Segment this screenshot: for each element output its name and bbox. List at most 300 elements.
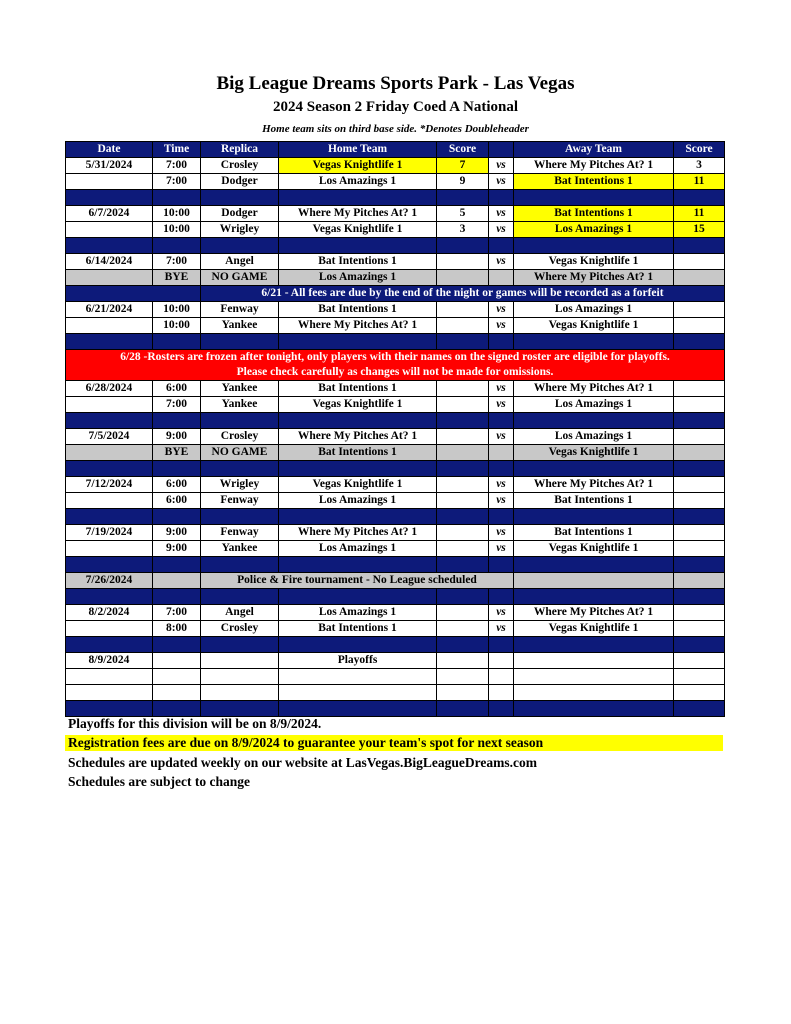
- separator-cell: [279, 190, 437, 206]
- date-cell: 7/5/2024: [66, 429, 153, 445]
- separator-cell: [514, 701, 674, 717]
- time-cell: [153, 653, 201, 669]
- replica-field-cell: [201, 685, 279, 701]
- home-score-cell: [437, 669, 489, 685]
- fee-notice-text: 6/21 - All fees are due by the end of the night or games will be recorded as a forfeit: [201, 286, 725, 302]
- time-cell: BYE: [153, 270, 201, 286]
- separator-cell: [66, 190, 153, 206]
- away-team-cell: [514, 669, 674, 685]
- separator-cell: [66, 334, 153, 350]
- separator-cell: [437, 509, 489, 525]
- vs-cell: vs: [489, 621, 514, 637]
- separator-cell: [201, 461, 279, 477]
- home-score-cell: [437, 381, 489, 397]
- roster-notice-line1: 6/28 -Rosters are frozen after tonight, only players with their names on the signed roster are eligible for playoffs.: [120, 351, 670, 363]
- vs-cell: vs: [489, 158, 514, 174]
- away-score-cell: 3: [674, 158, 725, 174]
- separator-cell: [279, 413, 437, 429]
- away-team-cell: Where My Pitches At? 1: [514, 270, 674, 286]
- separator-row: [66, 637, 725, 653]
- vs-cell: [489, 685, 514, 701]
- separator-cell: [437, 190, 489, 206]
- separator-cell: [153, 637, 201, 653]
- date-cell: [66, 174, 153, 190]
- date-cell: 6/14/2024: [66, 254, 153, 270]
- replica-field-cell: Dodger: [201, 174, 279, 190]
- separator-row: [66, 557, 725, 573]
- separator-cell: [489, 190, 514, 206]
- home-team-cell: [279, 669, 437, 685]
- home-score-cell: 5: [437, 206, 489, 222]
- time-cell: [153, 573, 201, 589]
- col-date-header: Date: [66, 142, 153, 158]
- vs-cell: [489, 669, 514, 685]
- schedule-table: [65, 141, 725, 717]
- vs-cell: vs: [489, 222, 514, 238]
- replica-field-cell: Crosley: [201, 621, 279, 637]
- col-away-team-header: Away Team: [514, 142, 674, 158]
- away-team-cell: Vegas Knightlife 1: [514, 254, 674, 270]
- separator-cell: [153, 589, 201, 605]
- home-team-cell: Los Amazings 1: [279, 605, 437, 621]
- replica-field-cell: Fenway: [201, 525, 279, 541]
- away-score-cell: [674, 302, 725, 318]
- time-cell: 10:00: [153, 302, 201, 318]
- registration-note: Registration fees are due on 8/9/2024 to guarantee your team's spot for next season: [65, 735, 723, 751]
- time-cell: 7:00: [153, 605, 201, 621]
- home-score-cell: [437, 605, 489, 621]
- col-home-team-header: Home Team: [279, 142, 437, 158]
- time-cell: 10:00: [153, 206, 201, 222]
- away-score-cell: [674, 270, 725, 286]
- home-score-cell: [437, 621, 489, 637]
- separator-row: [66, 334, 725, 350]
- home-team-cell: Bat Intentions 1: [279, 254, 437, 270]
- separator-cell: [514, 637, 674, 653]
- time-cell: BYE: [153, 445, 201, 461]
- home-score-cell: [437, 493, 489, 509]
- separator-cell: [279, 589, 437, 605]
- separator-cell: [279, 509, 437, 525]
- separator-cell: [201, 334, 279, 350]
- time-cell: 9:00: [153, 429, 201, 445]
- separator-cell: [437, 334, 489, 350]
- away-score-cell: [674, 445, 725, 461]
- away-score-cell: [674, 318, 725, 334]
- date-cell: [66, 270, 153, 286]
- away-team-cell: Where My Pitches At? 1: [514, 605, 674, 621]
- replica-field-cell: [201, 669, 279, 685]
- replica-field-cell: Yankee: [201, 381, 279, 397]
- date-cell: [66, 541, 153, 557]
- home-team-cell: Where My Pitches At? 1: [279, 318, 437, 334]
- roster-notice-line2: Please check carefully as changes will not be made for omissions.: [236, 366, 554, 378]
- home-score-cell: [437, 429, 489, 445]
- vs-cell: vs: [489, 397, 514, 413]
- home-team-cell: Playoffs: [279, 653, 437, 669]
- separator-cell: [153, 557, 201, 573]
- date-cell: [66, 222, 153, 238]
- separator-cell: [674, 509, 725, 525]
- home-score-cell: [437, 445, 489, 461]
- home-team-cell: Bat Intentions 1: [279, 621, 437, 637]
- home-score-cell: 3: [437, 222, 489, 238]
- date-cell: 6/7/2024: [66, 206, 153, 222]
- game-row: [66, 525, 725, 541]
- replica-field-cell: Crosley: [201, 158, 279, 174]
- time-cell: [153, 669, 201, 685]
- separator-row: [66, 589, 725, 605]
- separator-cell: [66, 286, 201, 302]
- time-cell: 8:00: [153, 621, 201, 637]
- date-cell: 7/26/2024: [66, 573, 153, 589]
- game-row: [66, 669, 725, 685]
- vs-cell: vs: [489, 525, 514, 541]
- away-team-cell: Vegas Knightlife 1: [514, 621, 674, 637]
- separator-cell: [514, 589, 674, 605]
- home-score-cell: [437, 541, 489, 557]
- separator-cell: [153, 334, 201, 350]
- tournament-text: Police & Fire tournament - No League scheduled: [201, 573, 514, 589]
- vs-cell: [489, 445, 514, 461]
- away-team-cell: [514, 685, 674, 701]
- game-row: [66, 397, 725, 413]
- replica-field-cell: NO GAME: [201, 445, 279, 461]
- time-cell: [153, 685, 201, 701]
- away-team-cell: Los Amazings 1: [514, 302, 674, 318]
- away-score-cell: [674, 493, 725, 509]
- separator-cell: [674, 334, 725, 350]
- separator-cell: [437, 589, 489, 605]
- separator-cell: [201, 238, 279, 254]
- away-score-cell: [674, 685, 725, 701]
- separator-cell: [437, 637, 489, 653]
- separator-cell: [279, 557, 437, 573]
- separator-cell: [674, 589, 725, 605]
- separator-cell: [437, 461, 489, 477]
- home-score-cell: [437, 318, 489, 334]
- date-cell: [66, 669, 153, 685]
- date-cell: [66, 621, 153, 637]
- separator-cell: [489, 238, 514, 254]
- home-team-cell: Where My Pitches At? 1: [279, 206, 437, 222]
- separator-cell: [437, 238, 489, 254]
- change-note: Schedules are subject to change: [68, 774, 250, 789]
- separator-cell: [437, 557, 489, 573]
- away-score-cell: [674, 541, 725, 557]
- game-row: [66, 158, 725, 174]
- separator-cell: [201, 701, 279, 717]
- replica-field-cell: Fenway: [201, 493, 279, 509]
- away-team-cell: [514, 653, 674, 669]
- away-score-cell: [674, 573, 725, 589]
- replica-field-cell: Angel: [201, 254, 279, 270]
- home-team-cell: [279, 685, 437, 701]
- away-team-cell: Los Amazings 1: [514, 429, 674, 445]
- separator-cell: [279, 637, 437, 653]
- away-team-cell: Vegas Knightlife 1: [514, 445, 674, 461]
- col-vs-header: [489, 142, 514, 158]
- separator-cell: [674, 413, 725, 429]
- away-team-cell: Where My Pitches At? 1: [514, 381, 674, 397]
- separator-cell: [66, 509, 153, 525]
- date-cell: 8/2/2024: [66, 605, 153, 621]
- home-team-cell: Los Amazings 1: [279, 493, 437, 509]
- away-score-cell: [674, 254, 725, 270]
- replica-field-cell: Dodger: [201, 206, 279, 222]
- date-cell: [66, 397, 153, 413]
- replica-field-cell: Crosley: [201, 429, 279, 445]
- replica-field-cell: NO GAME: [201, 270, 279, 286]
- separator-cell: [514, 238, 674, 254]
- separator-cell: [279, 701, 437, 717]
- playoffs-note: Playoffs for this division will be on 8/9/2024.: [68, 716, 322, 731]
- home-score-cell: 7: [437, 158, 489, 174]
- home-team-cell: Los Amazings 1: [279, 541, 437, 557]
- game-row: [66, 429, 725, 445]
- separator-cell: [489, 461, 514, 477]
- away-score-cell: 11: [674, 174, 725, 190]
- tournament-row: [66, 573, 725, 589]
- time-cell: 7:00: [153, 174, 201, 190]
- roster-notice-row: [66, 350, 725, 381]
- home-team-cell: Vegas Knightlife 1: [279, 158, 437, 174]
- vs-cell: vs: [489, 477, 514, 493]
- separator-cell: [674, 461, 725, 477]
- date-cell: [66, 685, 153, 701]
- home-team-cell: Bat Intentions 1: [279, 302, 437, 318]
- home-score-cell: [437, 254, 489, 270]
- separator-cell: [514, 557, 674, 573]
- col-replica-header: Replica: [201, 142, 279, 158]
- home-team-cell: Vegas Knightlife 1: [279, 222, 437, 238]
- separator-cell: [201, 509, 279, 525]
- separator-cell: [437, 701, 489, 717]
- separator-cell: [66, 589, 153, 605]
- header-row: [66, 142, 725, 158]
- home-team-cell: Los Amazings 1: [279, 174, 437, 190]
- vs-cell: vs: [489, 541, 514, 557]
- vs-cell: [489, 270, 514, 286]
- home-score-cell: [437, 397, 489, 413]
- date-cell: 7/19/2024: [66, 525, 153, 541]
- vs-cell: vs: [489, 174, 514, 190]
- away-team-cell: Vegas Knightlife 1: [514, 541, 674, 557]
- separator-row: [66, 413, 725, 429]
- home-team-cell: Bat Intentions 1: [279, 445, 437, 461]
- separator-cell: [674, 701, 725, 717]
- separator-row: [66, 701, 725, 717]
- separator-cell: [279, 461, 437, 477]
- date-cell: 5/31/2024: [66, 158, 153, 174]
- separator-cell: [674, 637, 725, 653]
- time-cell: 7:00: [153, 397, 201, 413]
- home-score-cell: [437, 685, 489, 701]
- col-time-header: Time: [153, 142, 201, 158]
- separator-cell: [153, 461, 201, 477]
- bye-row: [66, 445, 725, 461]
- separator-cell: [514, 509, 674, 525]
- separator-cell: [514, 334, 674, 350]
- vs-cell: vs: [489, 318, 514, 334]
- away-score-cell: [674, 429, 725, 445]
- home-score-cell: [437, 653, 489, 669]
- vs-cell: vs: [489, 302, 514, 318]
- date-cell: 8/9/2024: [66, 653, 153, 669]
- separator-row: [66, 190, 725, 206]
- away-team-cell: Los Amazings 1: [514, 222, 674, 238]
- away-team-cell: Where My Pitches At? 1: [514, 158, 674, 174]
- separator-cell: [437, 413, 489, 429]
- separator-cell: [201, 413, 279, 429]
- col-home-score-header: Score: [437, 142, 489, 158]
- separator-cell: [514, 190, 674, 206]
- vs-cell: vs: [489, 493, 514, 509]
- time-cell: 6:00: [153, 381, 201, 397]
- replica-field-cell: Wrigley: [201, 222, 279, 238]
- separator-row: [66, 509, 725, 525]
- home-team-cell: Where My Pitches At? 1: [279, 429, 437, 445]
- separator-row: [66, 461, 725, 477]
- away-score-cell: [674, 477, 725, 493]
- separator-row: [66, 238, 725, 254]
- separator-cell: [489, 557, 514, 573]
- separator-cell: [279, 334, 437, 350]
- replica-field-cell: Angel: [201, 605, 279, 621]
- separator-cell: [514, 461, 674, 477]
- game-row: [66, 685, 725, 701]
- col-away-score-header: Score: [674, 142, 725, 158]
- time-cell: 9:00: [153, 541, 201, 557]
- separator-cell: [489, 509, 514, 525]
- game-row: [66, 477, 725, 493]
- time-cell: 9:00: [153, 525, 201, 541]
- date-cell: [66, 445, 153, 461]
- replica-field-cell: Fenway: [201, 302, 279, 318]
- date-cell: [66, 493, 153, 509]
- separator-cell: [674, 557, 725, 573]
- separator-cell: [66, 238, 153, 254]
- away-score-cell: [674, 381, 725, 397]
- home-team-note: Home team sits on third base side. *Denotes Doubleheader: [262, 123, 529, 135]
- separator-cell: [489, 637, 514, 653]
- home-score-cell: [437, 302, 489, 318]
- away-score-cell: [674, 605, 725, 621]
- separator-cell: [514, 413, 674, 429]
- replica-field-cell: Wrigley: [201, 477, 279, 493]
- home-team-cell: Vegas Knightlife 1: [279, 477, 437, 493]
- separator-cell: [201, 557, 279, 573]
- separator-cell: [201, 637, 279, 653]
- separator-cell: [489, 589, 514, 605]
- separator-cell: [66, 557, 153, 573]
- home-score-cell: [437, 477, 489, 493]
- date-cell: 7/12/2024: [66, 477, 153, 493]
- game-row: [66, 493, 725, 509]
- separator-cell: [489, 334, 514, 350]
- separator-cell: [279, 238, 437, 254]
- away-score-cell: [674, 653, 725, 669]
- home-team-cell: Vegas Knightlife 1: [279, 397, 437, 413]
- separator-cell: [674, 190, 725, 206]
- game-row: [66, 254, 725, 270]
- vs-cell: vs: [489, 429, 514, 445]
- game-row: [66, 621, 725, 637]
- away-score-cell: 15: [674, 222, 725, 238]
- away-team-cell: Bat Intentions 1: [514, 206, 674, 222]
- away-team-cell: Los Amazings 1: [514, 397, 674, 413]
- website-note: Schedules are updated weekly on our website at LasVegas.BigLeagueDreams.com: [68, 755, 538, 770]
- time-cell: 7:00: [153, 254, 201, 270]
- vs-cell: vs: [489, 206, 514, 222]
- time-cell: 6:00: [153, 493, 201, 509]
- away-team-cell: Bat Intentions 1: [514, 493, 674, 509]
- game-row: [66, 541, 725, 557]
- home-score-cell: [437, 270, 489, 286]
- game-row: [66, 174, 725, 190]
- separator-cell: [201, 589, 279, 605]
- away-team-cell: Vegas Knightlife 1: [514, 318, 674, 334]
- season-subtitle: 2024 Season 2 Friday Coed A National: [272, 99, 519, 115]
- time-cell: 7:00: [153, 158, 201, 174]
- vs-cell: [489, 653, 514, 669]
- separator-cell: [201, 190, 279, 206]
- home-score-cell: [437, 525, 489, 541]
- time-cell: 10:00: [153, 222, 201, 238]
- separator-cell: [153, 701, 201, 717]
- date-cell: [66, 318, 153, 334]
- separator-cell: [489, 701, 514, 717]
- game-row: [66, 653, 725, 669]
- replica-field-cell: [201, 653, 279, 669]
- separator-cell: [66, 413, 153, 429]
- separator-cell: [489, 413, 514, 429]
- game-row: [66, 381, 725, 397]
- vs-cell: vs: [489, 381, 514, 397]
- game-row: [66, 222, 725, 238]
- home-score-cell: 9: [437, 174, 489, 190]
- home-team-cell: Bat Intentions 1: [279, 381, 437, 397]
- vs-cell: vs: [489, 254, 514, 270]
- away-team-cell: Bat Intentions 1: [514, 174, 674, 190]
- replica-field-cell: Yankee: [201, 318, 279, 334]
- separator-cell: [66, 701, 153, 717]
- away-score-cell: 11: [674, 206, 725, 222]
- away-score-cell: [674, 669, 725, 685]
- fee-notice-row: [66, 286, 725, 302]
- home-team-cell: Where My Pitches At? 1: [279, 525, 437, 541]
- separator-cell: [153, 413, 201, 429]
- bye-row: [66, 270, 725, 286]
- away-score-cell: [674, 525, 725, 541]
- time-cell: 10:00: [153, 318, 201, 334]
- game-row: [66, 302, 725, 318]
- game-row: [66, 318, 725, 334]
- separator-cell: [674, 238, 725, 254]
- separator-cell: [153, 509, 201, 525]
- away-team-cell: Bat Intentions 1: [514, 525, 674, 541]
- roster-notice-cell: [66, 350, 725, 381]
- replica-field-cell: Yankee: [201, 397, 279, 413]
- away-score-cell: [674, 621, 725, 637]
- away-team-cell: [514, 573, 674, 589]
- separator-cell: [66, 637, 153, 653]
- game-row: [66, 206, 725, 222]
- vs-cell: vs: [489, 605, 514, 621]
- date-cell: 6/28/2024: [66, 381, 153, 397]
- away-team-cell: Where My Pitches At? 1: [514, 477, 674, 493]
- separator-cell: [153, 238, 201, 254]
